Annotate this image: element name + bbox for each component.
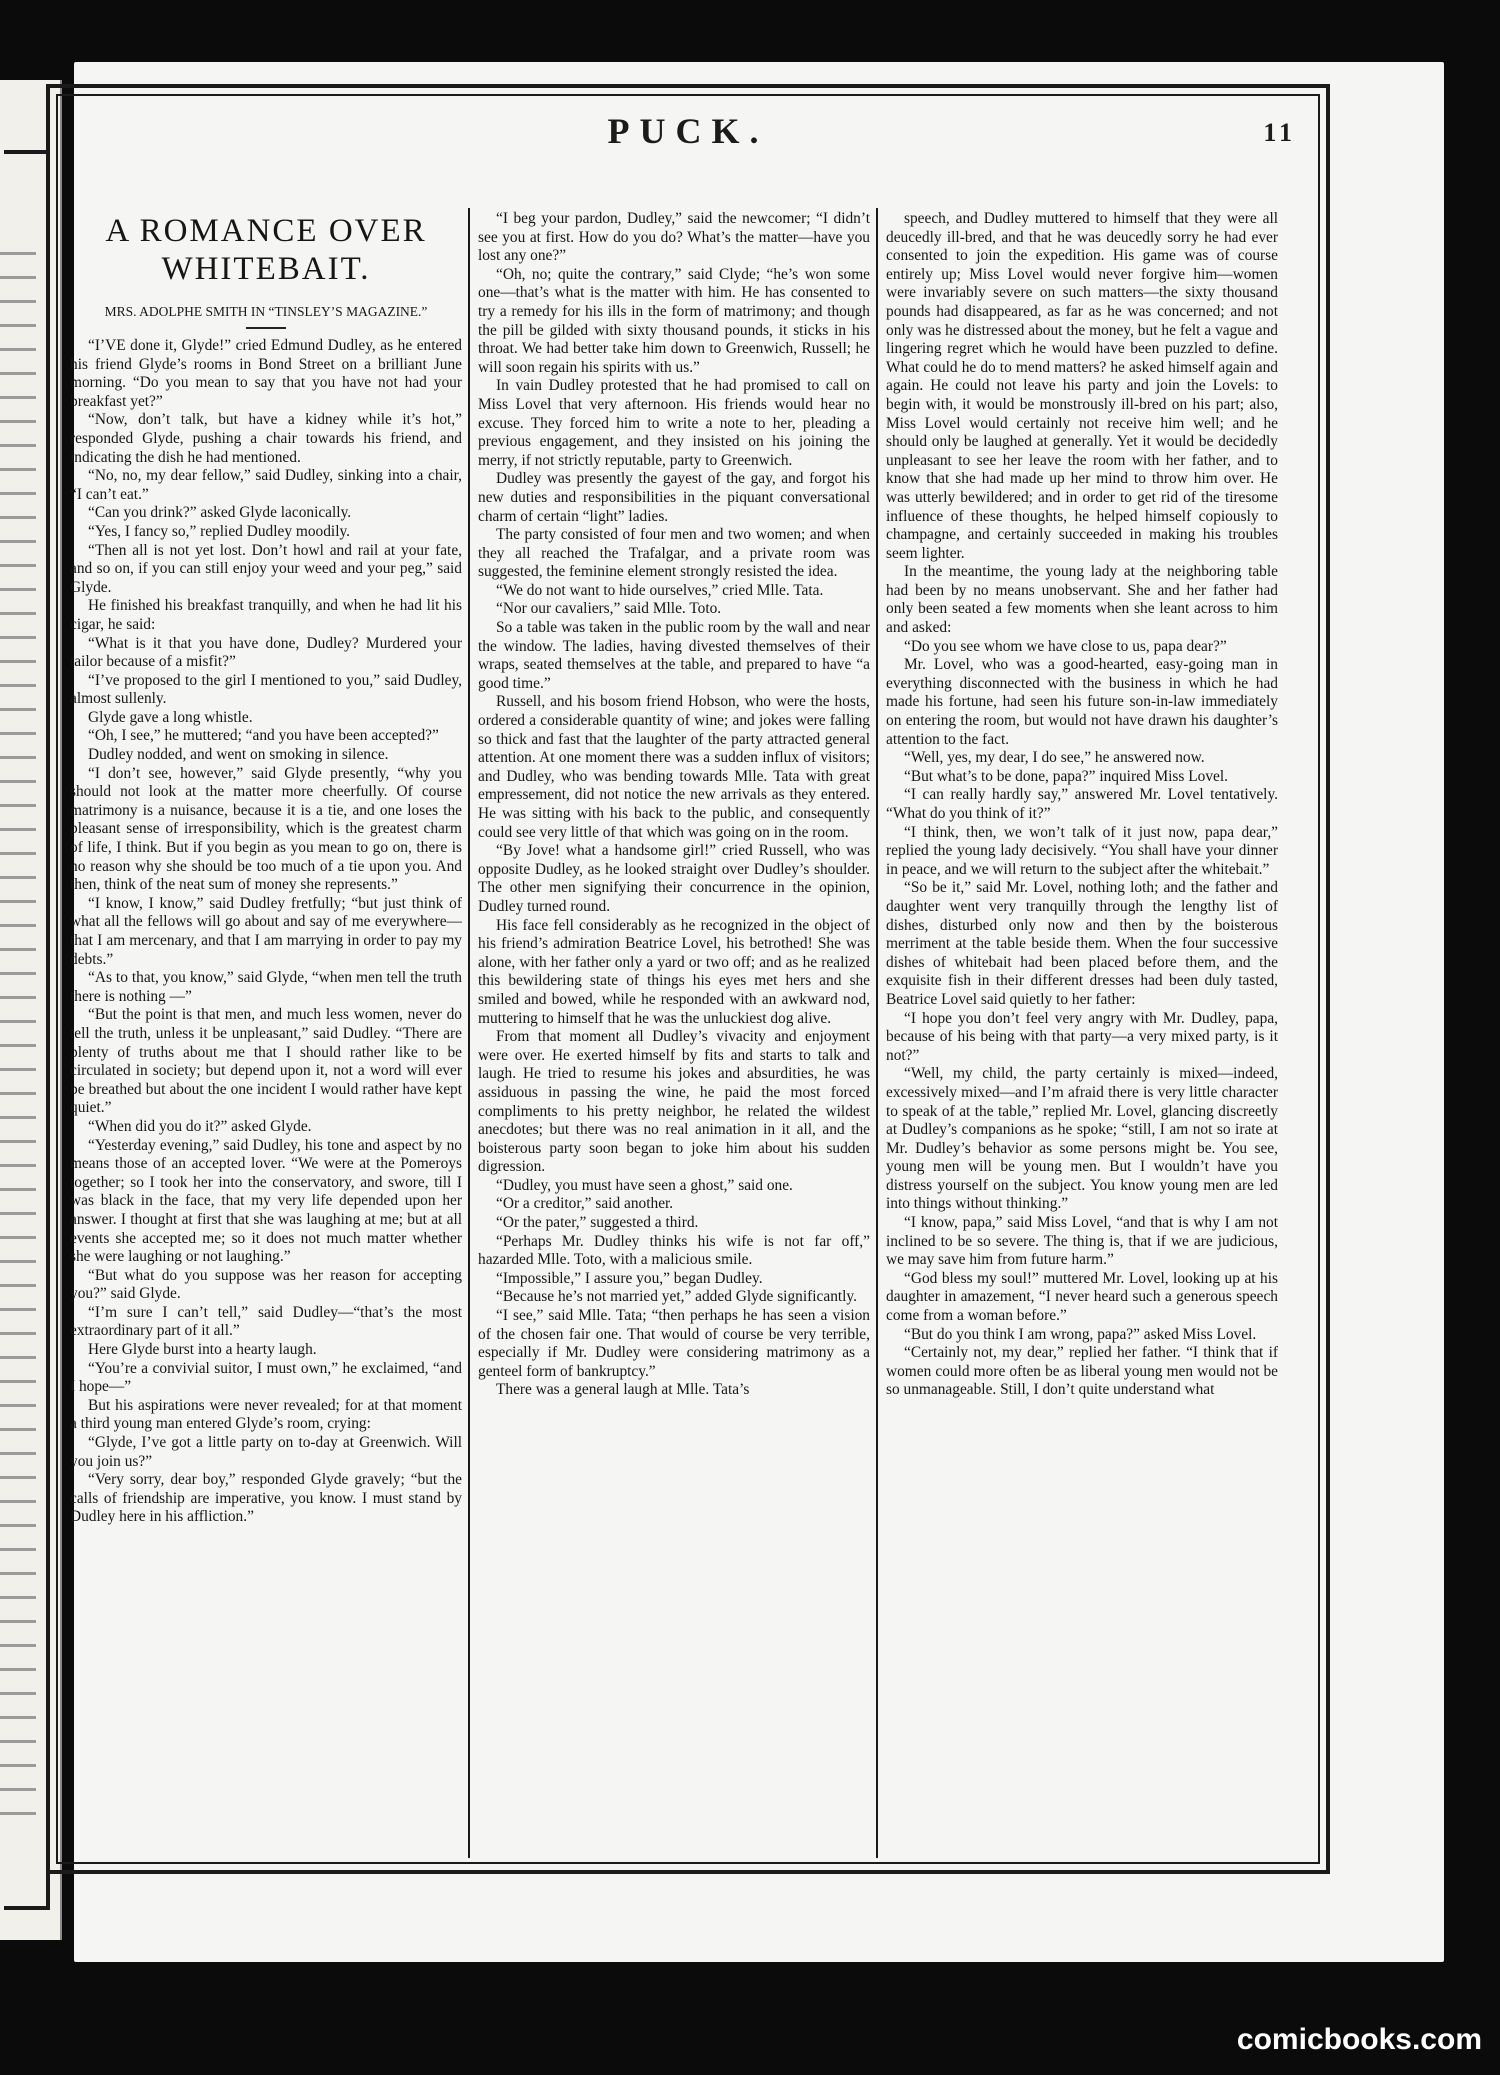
previous-page-text bbox=[0, 240, 36, 1820]
article-paragraph: “Nor our cavaliers,” said Mlle. Toto. bbox=[496, 600, 722, 618]
article-paragraph: “Because he’s not married yet,” added Glyde significantly. bbox=[496, 1288, 857, 1306]
masthead bbox=[62, 104, 1314, 200]
column-divider bbox=[876, 208, 878, 1858]
article-paragraph: Mr. Lovel, who was a good-hearted, easy-going man in everything disconnected with the business in which he had made his fortune, had seen his future son-in-law immediately on entering the room, but would not have drawn his daughter’s attention to the fact. bbox=[886, 656, 1278, 748]
article-paragraph: “Now, don’t talk, but have a kidney while it’s hot,” responded Glyde, pushing a chair towards his friend, and indicating the dish he had mentioned. bbox=[70, 411, 462, 466]
site-watermark: comicbooks.com bbox=[1236, 2023, 1482, 2056]
article-paragraph: So a table was taken in the public room by the wall and near the window. The ladies, having divested themselves of their wraps, seated themselves at the table, and prepared to have “a good time.” bbox=[478, 619, 870, 692]
article-paragraph: “I can really hardly say,” answered Mr. Lovel tentatively. “What do you think of it?” bbox=[886, 786, 1278, 822]
article-paragraph: Dudley nodded, and went on smoking in silence. bbox=[88, 746, 389, 764]
article-paragraph: Russell, and his bosom friend Hobson, who were the hosts, ordered a considerable quantity of wine; and jokes were falling so thick and fast that the laughter of the party attracted general attention. At one moment there was a sudden influx of visitors; and Dudley, who was bending towards Mlle. Tata with great empressement, did not notice the new arrivals as they entered. He was sitting with his back to the public, and consequently could see very little of that which was going on in the room. bbox=[478, 693, 870, 841]
publication-title: PUCK. bbox=[607, 111, 769, 151]
article-paragraph: “I know, papa,” said Miss Lovel, “and that is why I am not inclined to be so severe. The thing is, that if we are judicious, we may save him from future harm.” bbox=[886, 1214, 1278, 1269]
article-paragraph: “Oh, I see,” he muttered; “and you have been accepted?” bbox=[88, 727, 439, 745]
article-paragraph: “Yes, I fancy so,” replied Dudley moodily. bbox=[88, 522, 351, 540]
article-paragraph: “Oh, no; quite the contrary,” said Clyde; “he’s won some one—that’s what is the matter with him. He has consented to try a remedy for his ills in the form of matrimony; and though the pill be gilded with sixty thousand pounds, it sticks in his throat. We had better take him down to Greenwich, Russell; he will soon regain his spirits with us.” bbox=[478, 265, 870, 376]
article-paragraph: Glyde gave a long whistle. bbox=[88, 708, 253, 726]
article-paragraph: “Yesterday evening,” said Dudley, his tone and aspect by no means those of an accepted lover. “We were at the Pomeroys together; so I took her into the conservatory, and swore, till I was black in the face, that my very life depended upon her answer. I thought at first that she was laughing at me; but at all events she accepted me; so it does not much matter whether she were laughing or not laughing.” bbox=[70, 1136, 462, 1266]
article-paragraph: “When did you do it?” asked Glyde. bbox=[88, 1117, 312, 1135]
article-paragraph: There was a general laugh at Mlle. Tata’s bbox=[496, 1381, 750, 1399]
article-paragraph: “Certainly not, my dear,” replied her father. “I think that if women could more often be as liberal young men would not be so unmanageable. Still, I don’t quite understand what bbox=[886, 1344, 1278, 1399]
article-paragraph: Dudley was presently the gayest of the gay, and forgot his new duties and responsibilities in the piquant conversational charm of certain “light” ladies. bbox=[478, 470, 870, 525]
column-divider bbox=[468, 208, 470, 1858]
article-paragraph: “But what do you suppose was her reason for accepting you?” said Glyde. bbox=[70, 1266, 462, 1303]
article-paragraph: “Dudley, you must have seen a ghost,” said one. bbox=[496, 1176, 793, 1194]
article-paragraph: “I know, I know,” said Dudley fretfully; “but just think of what all the fellows will go about and say of me everywhere—that I am mercenary, and that I am marrying in order to pay my debts.” bbox=[70, 894, 462, 968]
article-paragraph: “I’VE done it, Glyde!” cried Edmund Dudley, as he entered his friend Glyde’s rooms in Bond Street on a brilliant June morning. “Do you mean to say that you have not had your breakfast yet?” bbox=[70, 337, 462, 410]
article-paragraph: “But do you think I am wrong, papa?” asked Miss Lovel. bbox=[904, 1325, 1257, 1343]
article-paragraph: “You’re a convivial suitor, I must own,” he exclaimed, “and I hope—” bbox=[70, 1359, 462, 1396]
article-paragraph: “Well, yes, my dear, I do see,” he answered now. bbox=[904, 749, 1205, 767]
article-paragraph: “Impossible,” I assure you,” began Dudley. bbox=[496, 1269, 763, 1287]
article-paragraph: “Do you see whom we have close to us, papa dear?” bbox=[904, 637, 1227, 655]
article-paragraph: “Then all is not yet lost. Don’t howl and rail at your fate, and so on, if you can still enjoy your weed and your peg,” said Glyde. bbox=[70, 541, 462, 596]
article-byline: MRS. ADOLPHE SMITH IN “TINSLEY’S MAGAZINE.” bbox=[104, 304, 428, 319]
article-paragraph: Here Glyde burst into a hearty laugh. bbox=[88, 1341, 317, 1359]
article-paragraph: “I see,” said Mlle. Tata; “then perhaps he has seen a vision of the chosen fair one. That would of course be very terrible, especially if Mr. Dudley were considering matrimony as a genteel form of bankruptcy.” bbox=[478, 1307, 870, 1380]
article-column-3 bbox=[886, 210, 1278, 1860]
article-paragraph: “I’ve proposed to the girl I mentioned to you,” said Dudley, almost sullenly. bbox=[70, 671, 462, 708]
article-paragraph: “No, no, my dear fellow,” said Dudley, sinking into a chair, “I can’t eat.” bbox=[70, 467, 462, 503]
article-paragraph: “Perhaps Mr. Dudley thinks his wife is not far off,” hazarded Mlle. Toto, with a malicious smile. bbox=[478, 1232, 870, 1269]
byline-rule bbox=[246, 327, 286, 329]
article-column-1 bbox=[70, 210, 462, 1860]
article-paragraph: “By Jove! what a handsome girl!” cried Russell, who was opposite Dudley, as he looked straight over Dudley’s shoulder. The other men signifying their concurrence in the opinion, Dudley turned round. bbox=[478, 842, 870, 915]
article-paragraph: “Can you drink?” asked Glyde laconically. bbox=[88, 504, 352, 522]
article-paragraph: “But the point is that men, and much less women, never do tell the truth, unless it be unpleasant,” said Dudley. “There are plenty of truths about me that I should rather like to be circulated in society; but depend upon it, not a word will ever be breathed but about the one incident I would rather have kept quiet.” bbox=[70, 1006, 462, 1117]
article-paragraph: “I beg your pardon, Dudley,” said the newcomer; “I didn’t see you at first. How do you do? What’s the matter—have you lost any one?” bbox=[478, 210, 870, 265]
article-paragraph: “I’m sure I can’t tell,” said Dudley—“that’s the most extraordinary part of it all.” bbox=[70, 1303, 462, 1340]
article-paragraph: “Or the pater,” suggested a third. bbox=[496, 1214, 699, 1232]
article-paragraph: “So be it,” said Mr. Lovel, nothing loth; and the father and daughter went very tranquilly through the lengthy list of dishes, disturbed only now and then by the boisterous merriment at the table beside them. When the four successive dishes of whitebait had been placed before them, and the exquisite fish in their different dresses had been duly tasted, Beatrice Lovel said quietly to her father: bbox=[886, 879, 1278, 1008]
article-paragraph: But his aspirations were never revealed; for at that moment a third young man entered Glyde’s room, crying: bbox=[70, 1396, 462, 1433]
article-paragraph: “We do not want to hide ourselves,” cried Mlle. Tata. bbox=[496, 581, 824, 599]
article-paragraph: “Well, my child, the party certainly is mixed—indeed, excessively mixed—and I’m afraid there is very little character to speak of at the table,” replied Mr. Lovel, glancing discreetly at Dudley’s companions as he spoke; “still, I am not so irate at Mr. Dudley’s behavior as some persons might be. You see, young men will be young men. But I wouldn’t have you distress yourself on the subject. You know young men are led into things without thinking.” bbox=[886, 1065, 1278, 1213]
article-paragraph: speech, and Dudley muttered to himself that they were all deucedly ill-bred, and that he was deucedly sorry he had ever consented to join the expedition. His game was of course entirely up; Miss Lovel would never forgive him—women were invariably severe on such matters—the sixty thousand pounds had disappeared, as far as he was concerned; and not only was he distressed about the money, but he felt a vague and lingering regret which he would have been puzzled to define. What could he do to mend matters? he asked himself again and again. He could not leave his party and join the Lovels: to begin with, it would be monstrously ill-bred on his part; also, Miss Lovel would certainly not receive him well; and he should only be laughed at generally. Yet it would be decidedly unpleasant to see her leave the room with her father, and to know that she had made up her mind to throw him over. He was utterly bewildered; and in order to get rid of the tiresome influence of these thoughts, he helped himself copiously to champagne, and certainly succeeded in making his troubles seem lighter. bbox=[886, 210, 1278, 562]
article-column-2 bbox=[478, 210, 870, 1860]
article-paragraph: His face fell considerably as he recognized in the object of his friend’s admiration Beatrice Lovel, his betrothed! She was alone, with her father only a yard or two off; and as he realized this bewildering state of things his eyes met hers and she smiled and bowed, while he responded with an awkward nod, muttering to himself that he was the unluckiest dog alive. bbox=[478, 916, 870, 1027]
article-paragraph: “But what’s to be done, papa?” inquired Miss Lovel. bbox=[904, 767, 1228, 785]
article-paragraph: “What is it that you have done, Dudley? Murdered your tailor because of a misfit?” bbox=[70, 634, 462, 671]
article-paragraph: “I don’t see, however,” said Glyde presently, “why you should not look at the matter more cheerfully. Of course matrimony is a nuisance, because it is a tie, and one loses the pleasant sense of irresponsibility, which is the greatest charm of life, I think. But if you begin as you mean to go on, there is no reason why she should be too much of a tie upon you. And then, think of the neat sum of money she represents.” bbox=[70, 764, 462, 894]
article-paragraph: “God bless my soul!” muttered Mr. Lovel, looking up at his daughter in amazement, “I never heard such a generous speech come from a woman before.” bbox=[886, 1269, 1278, 1325]
article-paragraph: In the meantime, the young lady at the neighboring table had been by no means unobservant. She and her father had only been seated a few moments when she leant across to him and asked: bbox=[886, 563, 1278, 637]
article-paragraph: From that moment all Dudley’s vivacity and enjoyment were over. He exerted himself by fits and starts to talk and laugh. He tried to resume his jokes and absurdities, he was assiduous in passing the wine, he paid the most forced compliments to his pretty neighbor, he related the wildest anecdotes; but there was no real animation in it all, and the boisterous party soon began to joke him about his sudden digression. bbox=[478, 1028, 870, 1176]
article-paragraph: “I hope you don’t feel very angry with Mr. Dudley, papa, because of his being with that party—a very mixed party, is it not?” bbox=[886, 1009, 1278, 1064]
article-paragraph: “I think, then, we won’t talk of it just now, papa dear,” replied the young lady decisively. “You shall have your dinner in peace, and we will return to the subject after the whitebait.” bbox=[886, 823, 1278, 878]
article-paragraph: In vain Dudley protested that he had promised to call on Miss Lovel that very afternoon. His friends would hear no excuse. They forced him to write a note to her, pleading a previous engagement, and they insisted on his joining the merry, if not strictly reputable, party to Greenwich. bbox=[478, 377, 870, 469]
article-paragraph: He finished his breakfast tranquilly, and when he had lit his cigar, he said: bbox=[70, 597, 462, 633]
article-paragraph: “Very sorry, dear boy,” responded Glyde gravely; “but the calls of friendship are imperative, you know. I must stand by Dudley here in his affliction.” bbox=[70, 1471, 462, 1526]
article-paragraph: The party consisted of four men and two women; and when they all reached the Trafalgar, and a private room was suggested, the feminine element strongly resisted the idea. bbox=[478, 526, 870, 581]
article-paragraph: “As to that, you know,” said Glyde, “when men tell the truth there is nothing —” bbox=[70, 969, 462, 1005]
page-number: 11 bbox=[1263, 118, 1296, 147]
article-paragraph: “Glyde, I’ve got a little party on to-day at Greenwich. Will you join us?” bbox=[70, 1434, 462, 1470]
article-paragraph: “Or a creditor,” said another. bbox=[496, 1195, 674, 1213]
article-headline: A ROMANCE OVER WHITEBAIT. bbox=[105, 213, 427, 287]
